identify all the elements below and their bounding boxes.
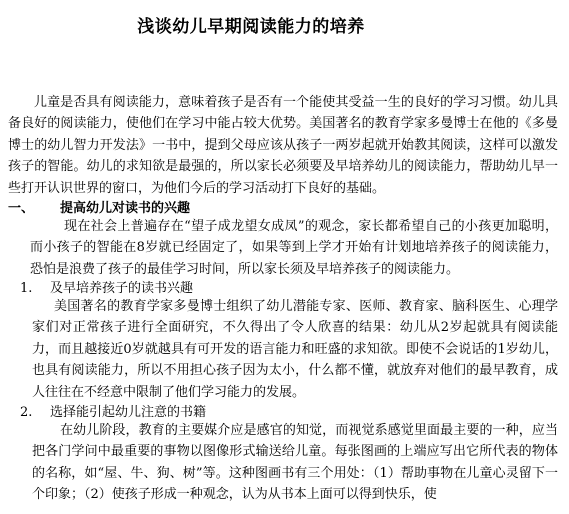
subsection-1-number: 1. (20, 281, 33, 296)
subsection-1-title: 及早培养孩子的读书兴趣 (50, 281, 194, 296)
section-1-title: 提高幼儿对读书的兴趣 (60, 201, 191, 216)
section-1-paragraph (30, 216, 558, 280)
section-1-number: 一、 (8, 201, 35, 216)
subsection-2-title: 选择能引起幼儿注意的书籍 (50, 405, 207, 420)
intro-text: 儿童是否具有阅读能力，意味着孩子是否有一个能使其受益一生的良好的学习习惯。幼儿具备良好的阅读能力，使他们在学习中能占较大优势。美国著名的教育学家多曼博士在他的《多曼博士的幼儿智力开发法》一书中，提到父母应该从孩子一两岁起就开始教其阅读，这样可以激发孩子的智能。幼儿的求知欲是最强的，所以家长必须要及早培养幼儿的阅读能力，帮助幼儿早一些打开认识世界的窗口，为他们今后的学习活动打下良好的基础。 (8, 95, 558, 196)
section-1-text: 现在社会上普遍存在“望子成龙望女成凤”的观念，家长都希望自己的小孩更加聪明，而小孩子的智能在8岁就已经固定了，如果等到上学才开始有计划地培养孩子的阅读能力，恐怕是浪费了孩子的最佳学习时间，所以家长须及早培养孩子的阅读能力。 (30, 219, 558, 277)
subsection-1-text: 美国著名的教育学家多曼博士组织了幼儿潜能专家、医师、教育家、脑科医生、心理学家们对正常孩子进行全面研究，不久得出了令人欣喜的结果：幼儿从2岁起就具有阅读能力，而且越接近0岁就越具有可开发的语言能力和旺盛的求知欲。即使不会说话的1岁幼儿，也具有阅读能力，所以不用担心孩子因为太小，什么都不懂，就放弃对他们的最早教育，成人往往在不经意中限制了他们学习能力的发展。 (32, 299, 558, 400)
subsection-2-number: 2. (20, 405, 33, 420)
subsection-1-paragraph (32, 296, 558, 403)
document-title: 浅谈幼儿早期阅读能力的培养 (137, 17, 365, 37)
subsection-2-paragraph (32, 420, 558, 506)
subsection-2-text: 在幼儿阶段，教育的主要媒介应是感官的知觉，而视觉系感觉里面最主要的一种，应当把各门学问中最重要的事物以图像形式输送给儿童。每张图画的上端应写出它所代表的物体的名称，如“屋、牛、狗、树”等。这种图画书有三个用处：（1）帮助事物在儿童心灵留下一个印象；（2）使孩子形成一种观念，认为从书本上面可以得到快乐，使 (32, 423, 558, 503)
intro-paragraph (8, 92, 558, 199)
